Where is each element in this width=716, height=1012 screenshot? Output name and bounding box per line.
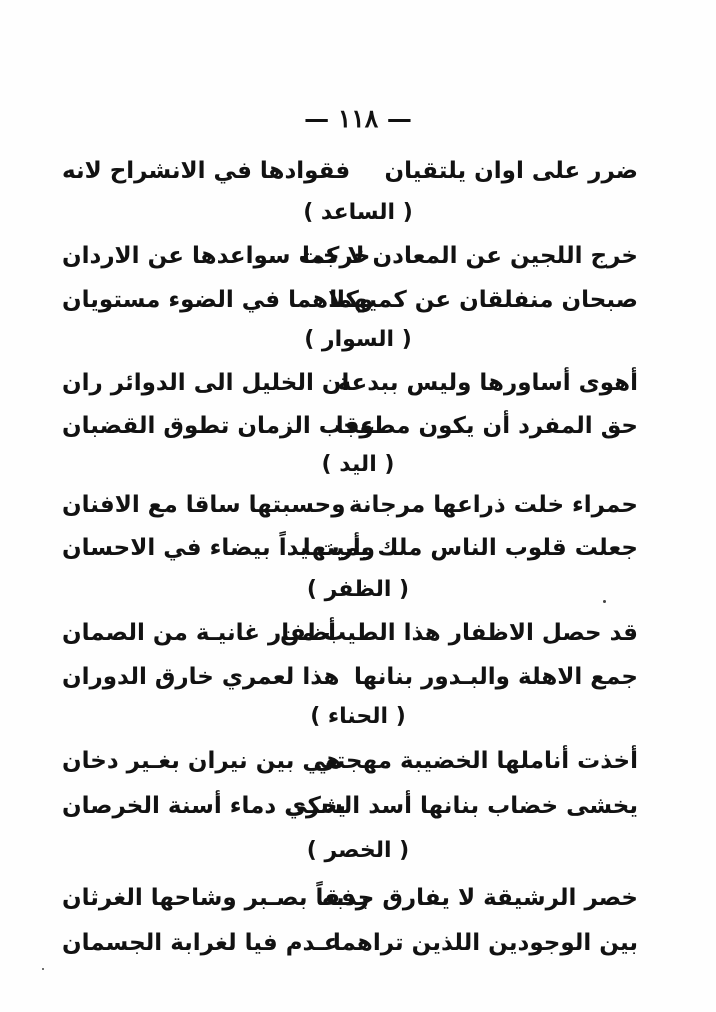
ink-speck (603, 600, 606, 603)
section-heading: ( الخصر ) (306, 838, 410, 863)
verse-second-hemistich: يحكي دماء أسنة الخرصان (62, 793, 347, 819)
verse-first-hemistich: خصر الرشيقة لا يفارق جدبه (321, 885, 638, 911)
page-number: — ١١٨ — (304, 104, 412, 133)
verse-first-hemistich: يخشى خضاب بنانها أسد الشرى (284, 793, 638, 819)
verse-second-hemistich: فقوادها في الانشراح لانه (62, 158, 351, 184)
section-heading: ( السوار ) (304, 327, 412, 352)
section-heading: ( الساعد ) (303, 200, 413, 225)
verse-second-hemistich: عجب الزمان تطوق القضبان (62, 413, 376, 439)
verse-line (0, 620, 716, 666)
verse-first-hemistich: خرج اللجين عن المعادن لا كما (301, 243, 638, 269)
verse-second-hemistich: وكلاهما في الضوء مستويان (62, 287, 374, 313)
verse-first-hemistich: قد حصل الاظفار هذا الطيب من (280, 620, 638, 646)
section-heading: ( الظفر ) (306, 577, 410, 602)
verse-line (0, 930, 716, 976)
verse-line (0, 535, 716, 581)
ink-speck (42, 968, 44, 970)
section-heading: ( اليد ) (321, 452, 395, 477)
verse-second-hemistich: خرجت سواعدها عن الاردان (62, 243, 371, 269)
verse-first-hemistich: حمراء خلت ذراعها مرجانة (348, 492, 638, 518)
verse-second-hemistich: هي بين نيران بغـير دخان (62, 748, 342, 774)
verse-second-hemistich: وأرت يداً بيضاء في الاحسان (62, 535, 376, 561)
verse-second-hemistich: وحسبتها ساقا مع الافنان (62, 492, 346, 518)
verse-second-hemistich: رفقاً بصـبر وشاحها الغرثان (62, 885, 370, 911)
verse-line (0, 492, 716, 538)
verse-first-hemistich: جمع الاهلة والبـدور بنانها (353, 664, 638, 690)
verse-first-hemistich: بين الوجودين اللذين تراهما (332, 930, 638, 956)
verse-first-hemistich: حق المفرد أن يكون مطوقا (335, 413, 638, 439)
verse-line (0, 793, 716, 839)
section-heading: ( الحناء ) (310, 704, 406, 729)
verse-first-hemistich: أهوى أساورها وليس ببدعة (337, 370, 638, 396)
verse-line (0, 748, 716, 794)
verse-line (0, 370, 716, 416)
verse-first-hemistich: جعلت قلوب الناس ملك يمينها (302, 535, 638, 561)
verse-second-hemistich: ان الخليل الى الدوائر ران (62, 370, 350, 396)
verse-second-hemistich: هذا لعمري خارق الدوران (62, 664, 340, 690)
verse-line (0, 243, 716, 289)
verse-first-hemistich: ضرر على اوان يلتقيان (384, 158, 638, 184)
verse-second-hemistich: أظفار غانيـة من الصمان (62, 620, 336, 646)
verse-line (0, 885, 716, 931)
verse-line (0, 158, 716, 204)
verse-first-hemistich: صبحان منفلقان عن كميهما (329, 287, 638, 313)
verse-second-hemistich: عـدم فيا لغرابة الجسمان (62, 930, 340, 956)
verse-first-hemistich: أخذت أناملها الخضيبة مهجتي (313, 748, 638, 774)
